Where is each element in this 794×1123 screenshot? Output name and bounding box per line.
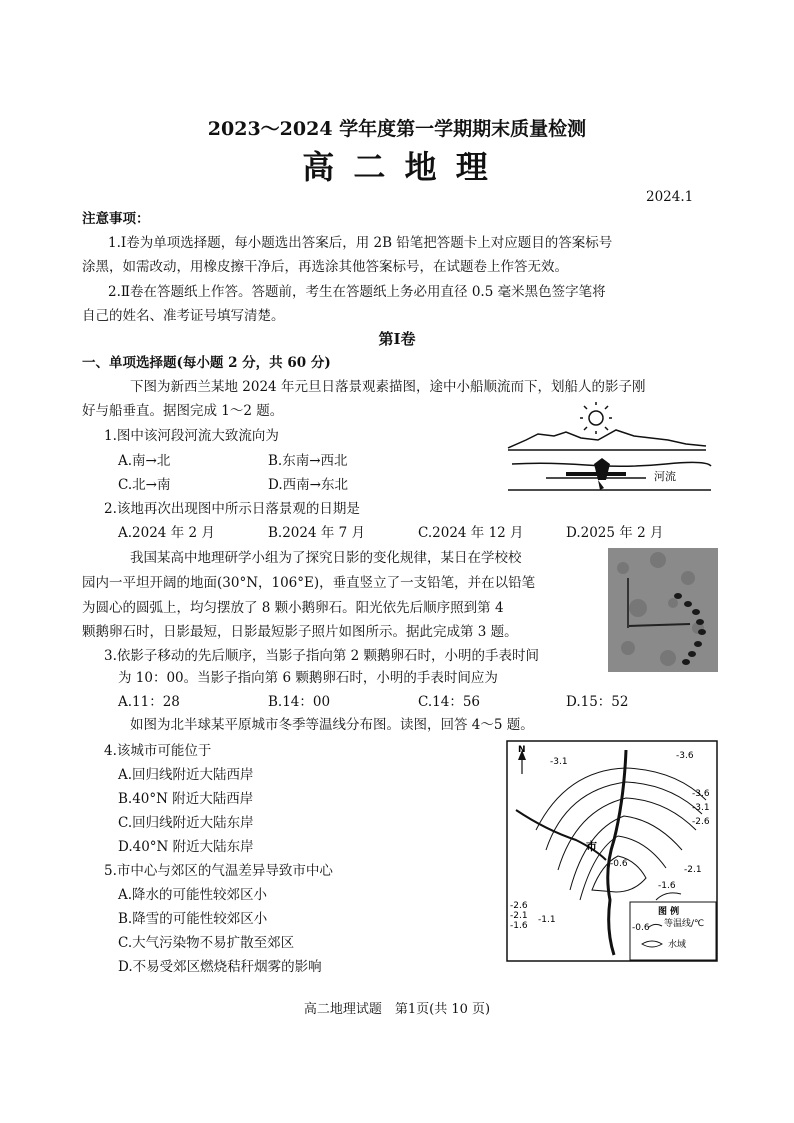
city-label: 市 bbox=[586, 840, 597, 853]
shadow-photo bbox=[608, 548, 718, 672]
g2-intro-c: 为圆心的圆弧上，均匀摆放了 8 颗小鹅卵石。阳光依先后顺序照到第 4 bbox=[82, 600, 504, 616]
isotherm-value: -1.6 bbox=[658, 881, 676, 891]
q3-option-a: A.11：28 bbox=[118, 694, 180, 710]
q5-stem: 5.市中心与郊区的气温差异导致市中心 bbox=[104, 863, 333, 879]
isotherm-value: -2.1 bbox=[510, 911, 528, 921]
page-footer: 高二地理试题 第1页(共 10 页) bbox=[303, 1002, 491, 1017]
isotherm-value: -2.1 bbox=[684, 865, 702, 875]
g1-intro-b: 好与船垂直。据图完成 1～2 题。 bbox=[82, 403, 284, 419]
isotherm-value: -3.6 bbox=[676, 751, 694, 761]
g3-intro: 如图为北半球某平原城市冬季等温线分布图。读图，回答 4～5 题。 bbox=[130, 717, 534, 733]
q5-option-d: D.不易受郊区燃烧秸秆烟雾的影响 bbox=[118, 959, 322, 975]
g1-intro-a: 下图为新西兰某地 2024 年元旦日落景观素描图，途中小船顺流而下，划船人的影子刚 bbox=[130, 379, 646, 395]
legend-isotherm-value: -0.6 bbox=[632, 923, 650, 933]
g2-intro-b: 园内一平坦开阔的地面(30°N，106°E)，垂直竖立了一支铅笔，并在以铅笔 bbox=[82, 575, 536, 591]
q3-option-b: B.14：00 bbox=[268, 694, 331, 710]
legend-isotherm-label: 等温线/℃ bbox=[664, 919, 705, 929]
q5-option-b: B.降雪的可能性较郊区小 bbox=[118, 911, 268, 927]
q3-stem-a: 3.依影子移动的先后顺序，当影子指向第 2 颗鹅卵石时，小明的手表时间 bbox=[104, 648, 540, 664]
q3-option-c: C.14：56 bbox=[418, 694, 480, 710]
g2-intro-a: 我国某高中地理研学小组为了探究日影的变化规律，某日在学校校 bbox=[130, 550, 522, 566]
q3-stem-b: 为 10：00。当影子指向第 6 颗鹅卵石时，小明的手表时间应为 bbox=[118, 670, 498, 686]
q2-option-a: A.2024 年 2 月 bbox=[118, 525, 215, 541]
legend-title: 图 例 bbox=[658, 907, 680, 917]
legend-water-label: 水域 bbox=[668, 940, 687, 950]
q5-option-c: C.大气污染物不易扩散至郊区 bbox=[118, 935, 295, 951]
q4-option-c: C.回归线附近大陆东岸 bbox=[118, 815, 254, 831]
isotherm-value: -0.6 bbox=[610, 859, 628, 869]
q2-stem: 2.该地再次出现图中所示日落景观的日期是 bbox=[104, 501, 360, 517]
isotherm-value: -1.1 bbox=[538, 915, 556, 925]
isotherm-value: -2.6 bbox=[510, 901, 528, 911]
isotherm-value: -2.6 bbox=[692, 817, 710, 827]
north-label: N bbox=[518, 745, 526, 755]
part1-heading: 第Ⅰ卷 bbox=[378, 330, 416, 348]
q2-option-d: D.2025 年 2 月 bbox=[566, 525, 664, 541]
q2-option-b: B.2024 年 7 月 bbox=[268, 525, 366, 541]
notice-item-1a: 1.Ⅰ卷为单项选择题，每小题选出答案后，用 2B 铅笔把答题卡上对应题目的答案标号 bbox=[108, 235, 613, 251]
q3-option-d: D.15：52 bbox=[566, 694, 629, 710]
q1-option-d: D.西南→东北 bbox=[268, 477, 348, 493]
notice-item-2a: 2.Ⅱ卷在答题纸上作答。答题前，考生在答题纸上务必用直径 0.5 毫米黑色签字笔将 bbox=[108, 284, 606, 300]
subject-title: 高 二 地 理 bbox=[302, 148, 492, 186]
q4-option-d: D.40°N 附近大陆东岸 bbox=[118, 839, 254, 855]
q1-option-c: C.北→南 bbox=[118, 477, 171, 493]
isotherm-value: -3.6 bbox=[692, 789, 710, 799]
q4-option-a: A.回归线附近大陆西岸 bbox=[118, 767, 254, 783]
notice-item-2b: 自己的姓名、准考证号填写清楚。 bbox=[82, 308, 285, 324]
isotherm-map bbox=[506, 740, 718, 962]
q4-option-b: B.40°N 附近大陆西岸 bbox=[118, 791, 254, 807]
isotherm-value: -3.1 bbox=[692, 803, 710, 813]
g2-intro-d: 颗鹅卵石时，日影最短，日影最短影子照片如图所示。据此完成第 3 题。 bbox=[82, 624, 518, 640]
q1-stem: 1.图中该河段河流大致流向为 bbox=[104, 428, 279, 444]
q1-option-b: B.东南→西北 bbox=[268, 453, 348, 469]
q4-stem: 4.该城市可能位于 bbox=[104, 743, 212, 759]
q2-option-c: C.2024 年 12 月 bbox=[418, 525, 524, 541]
exam-title: 2023～2024 学年度第一学期期末质量检测 bbox=[207, 118, 587, 140]
isotherm-value: -3.1 bbox=[550, 757, 568, 767]
q1-option-a: A.南→北 bbox=[118, 453, 171, 469]
notice-item-1b: 涂黑，如需改动，用橡皮擦干净后，再选涂其他答案标号，在试题卷上作答无效。 bbox=[82, 259, 568, 275]
river-label: 河流 bbox=[654, 470, 676, 483]
notice-heading: 注意事项： bbox=[82, 211, 150, 227]
q5-option-a: A.降水的可能性较郊区小 bbox=[118, 887, 268, 903]
isotherm-value: -1.6 bbox=[510, 921, 528, 931]
section-heading: 一、单项选择题(每小题 2 分，共 60 分) bbox=[82, 355, 331, 371]
exam-date: 2024.1 bbox=[646, 189, 694, 205]
sunset-sketch bbox=[506, 402, 716, 494]
